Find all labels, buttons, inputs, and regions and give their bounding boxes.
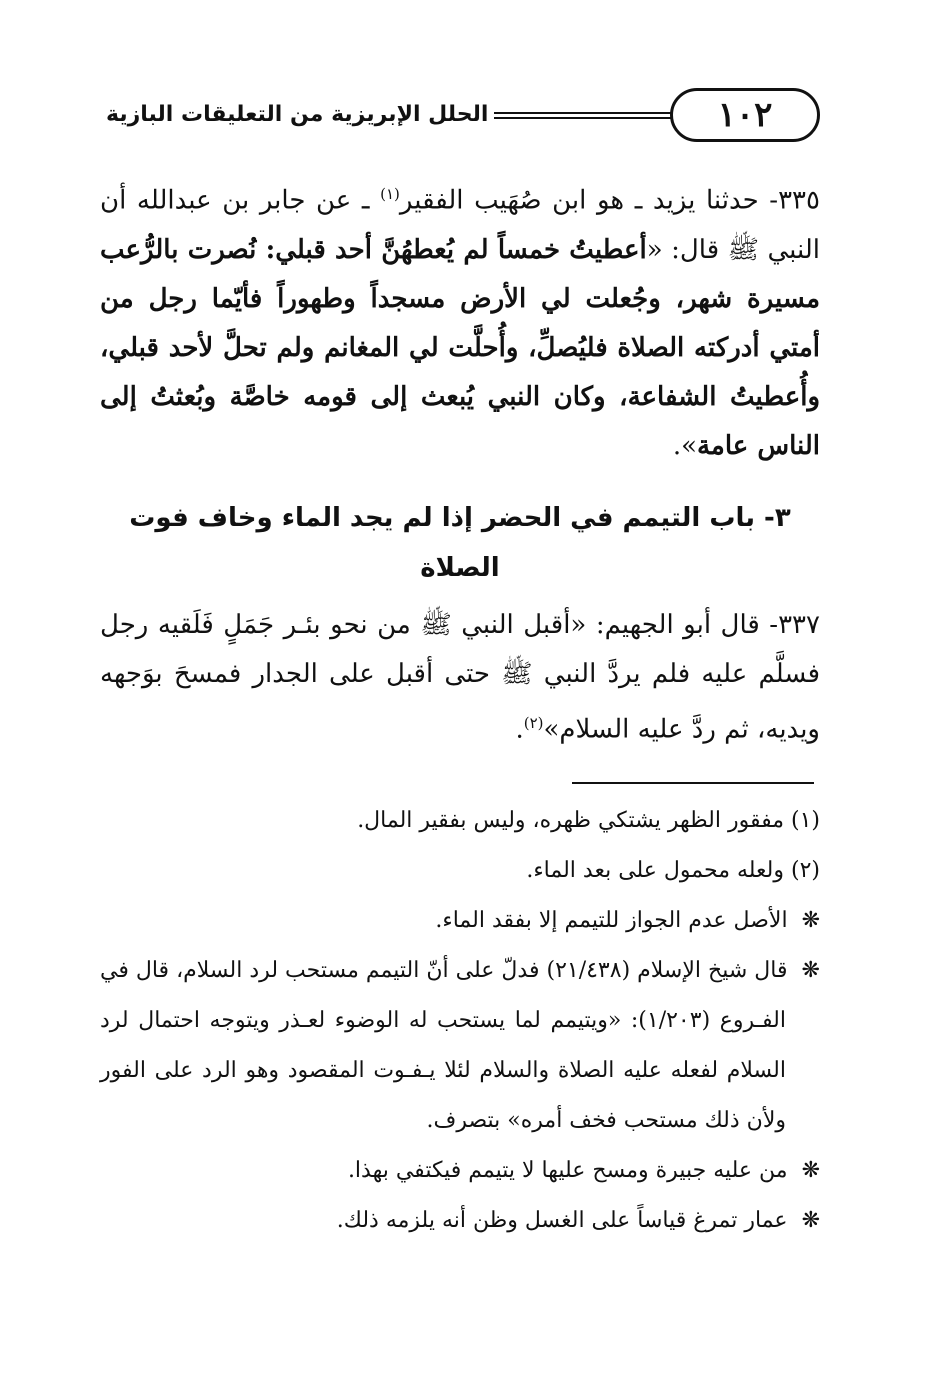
page-number: ١٠٢ [670,88,820,142]
note-1 [100,896,820,946]
star-icon: ❋ [801,908,820,933]
main-text [100,170,820,754]
footnote-1: (١) مفقور الظهر يشتكي ظهره، وليس بفقير المال. [357,808,820,833]
star-icon: ❋ [801,1158,820,1183]
hadith-335-intro: ٣٣٥- حدثنا يزيد ـ هو ابن صُهَيب الفقير [399,185,820,216]
note-3 [100,1146,820,1196]
star-icon: ❋ [801,958,820,983]
note-2 [100,946,820,1146]
hadith-337-text: ٣٣٧- قال أبو الجهيم: «أقبل النبي ﷺ من نحو بئـر جَمَلٍ فَلَقيه رجل فسلَّم عليه فلم يردَّ النبي ﷺ حتى أقبل على الجدار فمسحَ بوَجهه ويديه، ثم ردَّ عليه السلام» [100,609,820,745]
hadith-335-matn: أعطيتُ خمساً لم يُعطهُنَّ أحد قبلي: نُصرت بالرُّعب مسيرة شهر، وجُعلت لي الأرض مسجداً وطهوراً فأيّما رجل من أمتي أدركته الصلاة فليُصلِّ، وأُحلَّت لي المغانم ولم تحلَّ لأحد قبلي، وأُعطيتُ الشفاعة، وكان النبي يُبعث إلى قومه خاصَّة وبُعثتُ إلى الناس عامة [100,234,820,461]
hadith-337-closing: . [515,714,524,745]
note-3-text: من عليه جبيرة ومسح عليها لا يتيمم فيكتفي بهذا. [347,1158,788,1183]
note-4-text: عمار تمرغ قياساً على الغسل وظن أنه يلزمه ذلك. [336,1208,788,1233]
note-4 [100,1196,820,1246]
footnotes [100,796,820,1246]
footnote-separator [572,782,814,784]
book-title: الحلل الإبريزية من التعليقات البازية [100,98,494,132]
footnote-ref-1: (١) [380,185,400,203]
star-icon: ❋ [801,1208,820,1233]
hadith-335-chain: ـ عن جابر بن عبدالله أن النبي ﷺ قال: « [100,185,820,265]
hadith-337 [100,601,820,755]
hadith-335 [100,170,820,471]
section-heading: ٣- باب التيمم في الحضر إذا لم يجد الماء وخاف فوت الصلاة [129,502,791,583]
footnote-2: (٢) ولعله محمول على بعد الماء. [526,858,820,883]
header-rule [100,98,680,132]
footnote-ref-2: (٢) [523,713,544,732]
note-1-text: الأصل عدم الجواز للتيمم إلا بفقد الماء. [435,908,788,933]
page-header [100,88,820,154]
note-2-text: قال شيخ الإسلام (٢١/٤٣٨) فدلّ على أنّ التيمم مستحب لرد السلام، قال في الفـروع (١/٢٠٣): «ويتيمم لما يستحب له الوضوء لعـذر ويتوجه احتمال لرد السلام لفعله عليه الصلاة والسلام لئلا يـفـوت المقصود وهو الرد على الفور ولأن ذلك مستحب فخف أمره» بتصرف. [100,958,788,1133]
hadith-335-closing: ». [672,430,697,461]
